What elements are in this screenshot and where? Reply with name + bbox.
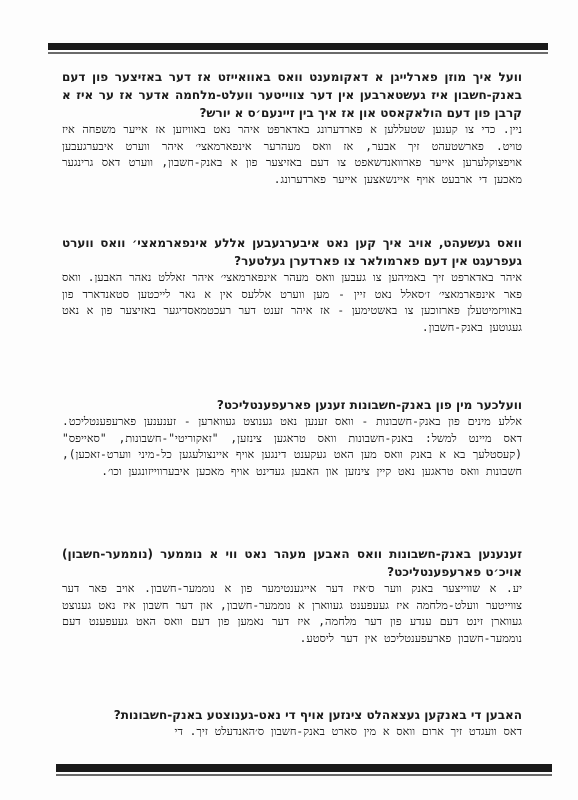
top-rule-thick bbox=[48, 43, 548, 50]
faq-section-2 bbox=[62, 234, 522, 336]
question-3: וועלכער מין פון באנק-חשבונות זענען פארעפענטליכט? bbox=[216, 398, 522, 412]
faq-section-4 bbox=[62, 545, 522, 647]
question-4: זענענען באנק-חשבונות וואס האבען מעהר נאט ווי א נוממער (נוממער-חשבון) אויכ׳ט פארעפענטליכט? bbox=[62, 547, 522, 579]
answer-5: דאס וועגדט זיך ארום וואס א מין סארט באנק-חשבון ס׳האנדעלט זיך. די bbox=[174, 725, 522, 738]
answer-1: ניין. כדי צו קענען שטעללען א פארדערונג באדארפט איהר נאט באוויזען אז אייער משפחה איז טויט. פארשטעהט זיך אבער, אז וואס מעהרער אינפארמאצי׳ איהר ווערט איבערגעבען אויפצוקלערען אייער פארוואנדשאפט צו דעם באזיצער פון א באנק-חשבון, ווערט דאס גרינגער מאכען די ארבעט אויף איינשאצען אייער פארדערונג. bbox=[62, 123, 522, 186]
faq-section-1 bbox=[62, 68, 522, 188]
answer-3: אללע מינים פון באנק-חשבונות - וואס זענען נאט גענוצט געווארען - זענענען פארעפענטליכט. דאס מיינט למשל: באנק-חשבונות וואס טראגען צינזען, "זאקוריטי"-חשבונות, "סאייפס" (קעסטלעך בא א באנק וואס מען האט געקענט דינגען אויף איינצולעגען כל-מיני ווערט-זאכען), חשבונות וואס טראגען נאט קיין צינזען און האבען געדינט אויף מאכען איבערווייזונגען וכו׳. bbox=[62, 415, 522, 478]
question-1: וועל איך מוזן פארלייגן א דאקומענט וואס באוואייזט אז דער באזיצער פון דעם באנק-חשבון איז געשטארבען אין דער צווייטער וועלט-מלחמה אדער אז ער איז א קרבן פון דעם הולאקאסט און אז איך בין זיינעם׳ס א יורש? bbox=[62, 70, 522, 120]
bottom-rule-thin bbox=[56, 774, 552, 776]
question-5: האבען די באנקען געצאהלט צינזען אויף די נאט-גענוצטע באנק-חשבונות? bbox=[113, 708, 522, 722]
answer-2: איהר באדארפט זיך באמיהען צו געבען וואס מעהר אינפארמאצי׳ איהר זאללט נאהר האבען. וואס פאר אינפארמאצי׳ ז׳סאלל נאט זיין - מען ווערט אללעס אין א גאר לייכטען סטאנדארד פון באוויזמיטעלן פארזוכען צו באשטימען - אז איהר זענט דער רעכטמאסדיגער באזיצער פון א נאט געגוטען באנק-חשבון. bbox=[62, 271, 522, 334]
bottom-rule-thick bbox=[56, 764, 552, 772]
answer-4: יע. א שווייצער באנק ווער ס׳איז דער אייגענטימער פון א נוממער-חשבון. אויב פאר דער צווייטער וועלט-מלחמה איז געעפענט געווארן א נוממער-חשבון, און דער חשבון איז נאט גענוצט געווארן זינט דעם ענדע פון דער מלחמה, איז דער נאמען פון דעם וואס האט געעפענט דעם נוממער-חשבון פארעפענטליכט אין דער ליסטע. bbox=[62, 582, 522, 645]
top-rule-thin bbox=[48, 52, 548, 54]
faq-section-3 bbox=[62, 396, 522, 480]
question-2: וואס געשעהט, אויב איך קען נאט איבערגעבען אללע אינפארמאצי׳ וואס ווערט געפרעגט אין דעם פארמולאר צו פארדערן געלטער? bbox=[62, 236, 522, 268]
faq-section-5 bbox=[62, 706, 522, 741]
